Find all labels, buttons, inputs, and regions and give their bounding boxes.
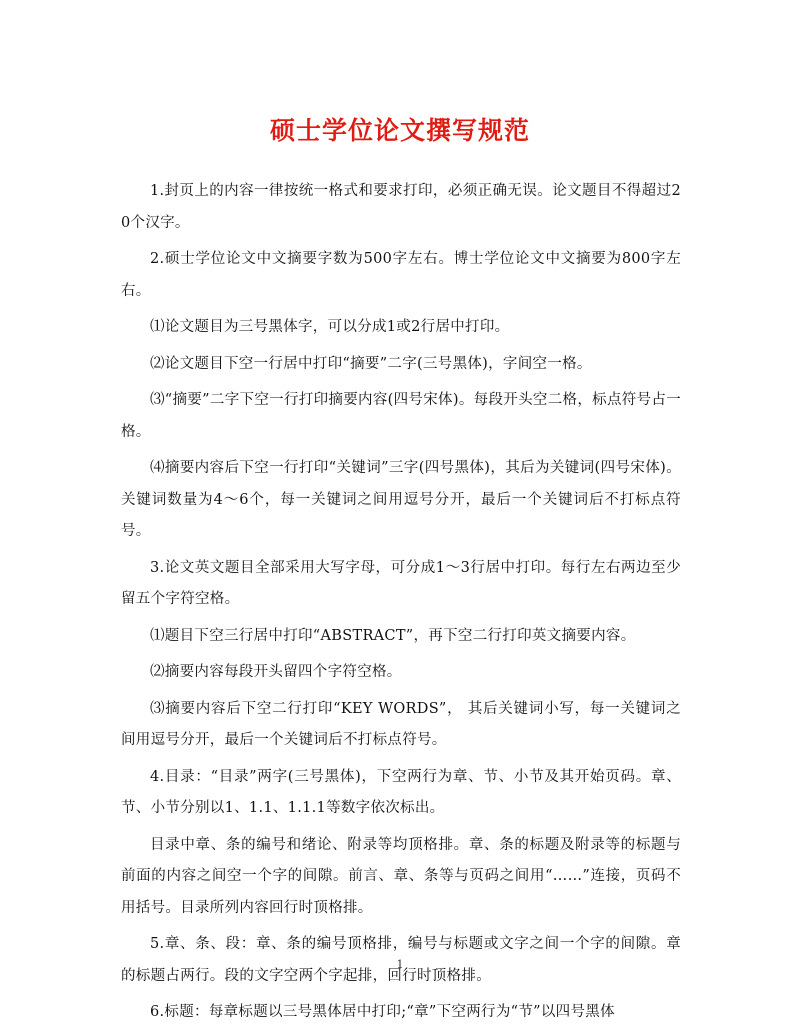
- paragraph: ⑷摘要内容后下空一行打印“关键词”三字(四号黑体)，其后为关键词(四号宋体)。关键词数量为4～6个，每一关键词之间用逗号分开，最后一个关键词后不打标点符号。: [121, 460, 681, 539]
- paragraph: ⑴论文题目为三号黑体字，可以分成1或2行居中打印。: [150, 319, 510, 335]
- paragraph: ⑶“摘要”二字下空一行打印摘要内容(四号宋体)。每段开头空二格，标点符号占一格。: [121, 392, 681, 440]
- document-body: [121, 176, 681, 1034]
- document-title: 硕士学位论文撰写规范: [269, 116, 530, 145]
- paragraph: 1.封页上的内容一律按统一格式和要求打印，必须正确无误。论文题目不得超过20个汉字。: [121, 183, 681, 231]
- paragraph: ⑵论文题目下空一行居中打印“摘要”二字(三号黑体)，字间空一格。: [150, 355, 592, 372]
- paragraph: 4.目录：“目录”两字(三号黑体)，下空两行为章、节、小节及其开始页码。章、节、小节分别以1、1.1、1.1.1等数字依次标出。: [121, 768, 681, 816]
- paragraph: ⑵摘要内容每段开头留四个字符空格。: [150, 664, 402, 680]
- paragraph: 3.论文英文题目全部采用大写字母，可分成1～3行居中打印。每行左右两边至少留五个字符空格。: [121, 559, 681, 607]
- paragraph: ⑶摘要内容后下空二行打印“KEY WORDS”， 其后关键词小写，每一关键词之间用逗号分开，最后一个关键词后不打标点符号。: [121, 700, 681, 748]
- paragraph: 目录中章、条的编号和绪论、附录等均顶格排。章、条的标题及附录等的标题与前面的内容之间空一个字的间隙。前言、章、条等与页码之间用“……”连接，页码不用括号。目录所列内容回行时顶格排。: [121, 836, 681, 916]
- page-number: 1: [396, 958, 404, 971]
- paragraph: ⑴题目下空三行居中打印“ABSTRACT”，再下空二行打印英文摘要内容。: [150, 627, 636, 644]
- paragraph: 5.章、条、段：章、条的编号顶格排，编号与标题或文字之间一个字的间隙。章的标题占两行。段的文字空两个字起排，回行时顶格排。: [121, 936, 681, 984]
- paragraph: 2.硕士学位论文中文摘要字数为500字左右。博士学位论文中文摘要为800字左右。: [121, 251, 681, 299]
- paragraph: 6.标题：每章标题以三号黑体居中打印;“章”下空两行为“节”以四号黑体: [150, 1004, 615, 1020]
